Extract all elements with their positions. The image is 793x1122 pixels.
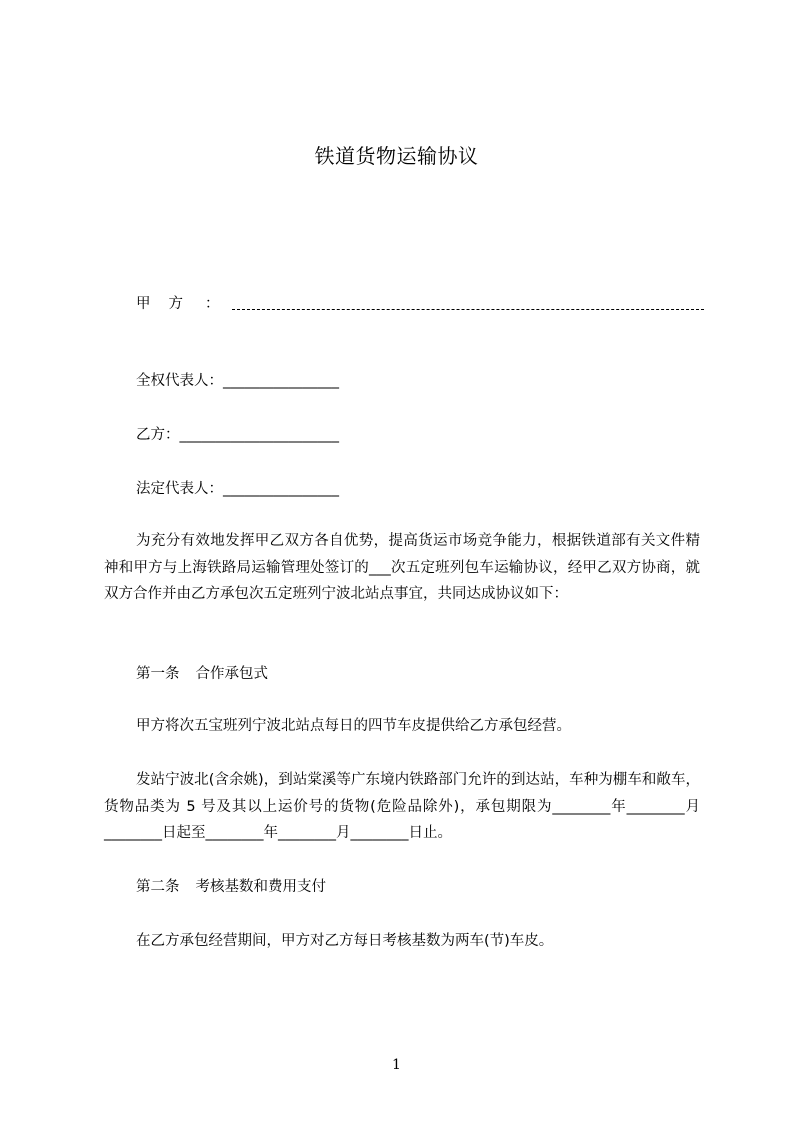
- party-a-colon: ：: [205, 296, 220, 312]
- page-number: 1: [392, 1057, 401, 1073]
- article-1-title: 合作承包式: [195, 666, 268, 682]
- article-1-paragraph-1: 甲方将次五宝班列宁波北站点每日的四节车皮提供给乙方承包经营。: [136, 718, 571, 734]
- article-1-number: 第一条: [136, 666, 180, 682]
- party-b-label: 乙方：: [136, 427, 180, 443]
- party-b-blank: ______________________: [179, 427, 339, 443]
- article-2-heading: [136, 877, 326, 897]
- article-2-title: 考核基数和费用支付: [195, 879, 326, 895]
- legal-rep-line: [136, 479, 339, 499]
- article-2-paragraph-1: 在乙方承包经营期间，甲方对乙方每日考核基数为两车(节)车皮。: [136, 933, 554, 949]
- representative-label: 全权代表人：: [136, 373, 223, 389]
- party-b-line: [136, 425, 339, 445]
- representative-blank: ________________: [223, 373, 339, 389]
- article-1-paragraph-2: 发站宁波北(含余姚)，到站棠溪等广东境内铁路部门允许的到达站，车种为棚车和敞车，货物品类为 5 号及其以上运价号的货物(危险品除外)，承包期限为________年________月________日起至________年________月________日止。: [104, 772, 700, 841]
- article-1-heading: [136, 664, 268, 684]
- intro-paragraph: 为充分有效地发挥甲乙双方各自优势，提高货运市场竞争能力，根据铁道部有关文件精神和甲方与上海铁路局运输管理处签订的___次五定班列包车运输协议，经甲乙双方协商，就双方合作并由乙方承包次五定班列宁波北站点事宜，共同达成协议如下：: [104, 533, 700, 602]
- document-title: 铁道货物运输协议: [314, 144, 479, 168]
- article-2-number: 第二条: [136, 879, 180, 895]
- legal-rep-blank: ________________: [223, 481, 339, 497]
- party-a-dashed-blank: [232, 309, 704, 310]
- party-a-line: [136, 294, 706, 314]
- party-a-label: 甲方: [136, 296, 201, 312]
- representative-line: [136, 371, 339, 391]
- legal-rep-label: 法定代表人：: [136, 481, 223, 497]
